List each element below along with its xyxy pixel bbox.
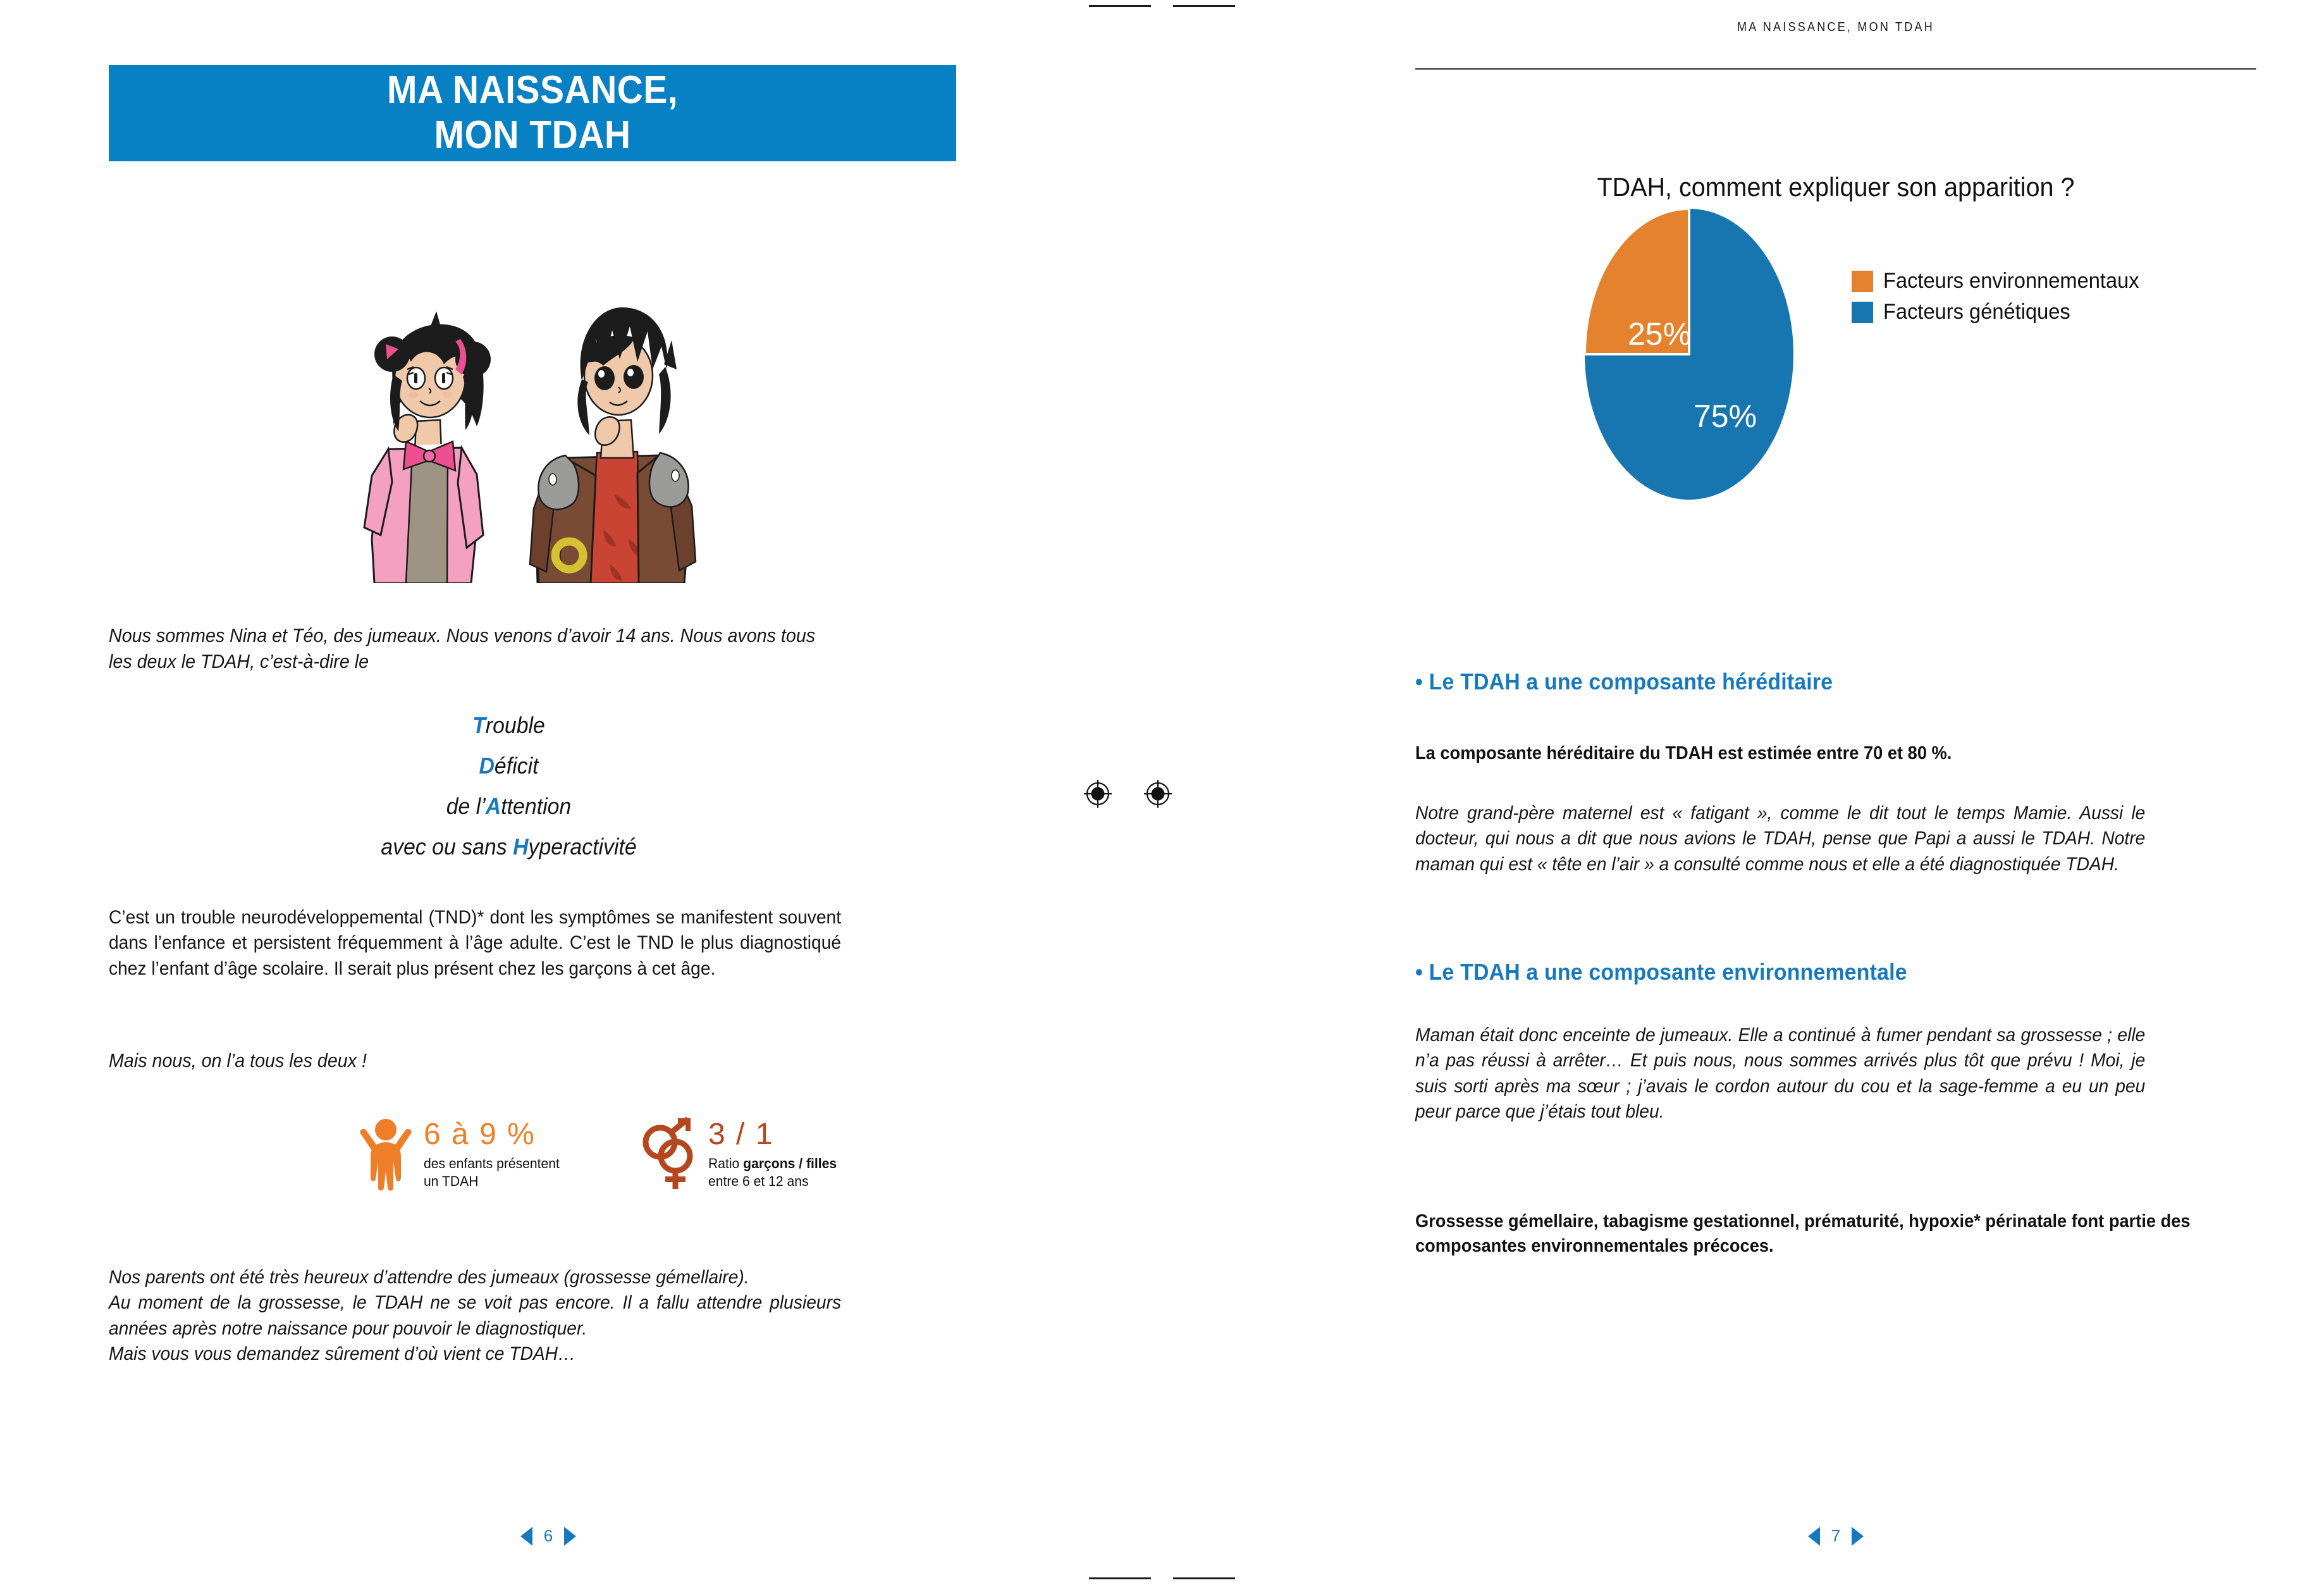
stat-sex-ratio-number: 3 / 1 [708,1118,774,1151]
definition-paragraph: C’est un trouble neurodéveloppemental (TND)* dont les symptômes se manifestent souvent dans l’enfance et persistent fréquemment à l’âge adulte. C’est le TND le plus diagnostiqué chez l’enfant d’âge scolaire. Il serait plus présent chez les garçons à cet âge. [109,907,842,979]
chapter-title-line-1: MA NAISSANCE, [386,68,679,113]
legend-label-genetiques: Facteurs génétiques [1883,300,2070,324]
stat-sex-ratio [641,1117,842,1192]
crop-mark-bottom-right [1173,1577,1235,1579]
stat-sex-ratio-desc-bold: garçons / filles [743,1156,837,1171]
prev-page-arrow-icon[interactable] [520,1527,532,1546]
stat-prevalence-desc-line1: des enfants présentent [424,1156,560,1171]
stat-prevalence [357,1117,565,1192]
acronym-prefix-a: de l’ [446,793,486,820]
statistics-row [357,1117,938,1243]
pie-label-75: 75% [1694,398,1757,434]
chart-title: TDAH, comment expliquer son apparition ? [1597,172,2075,202]
twins-illustration [317,286,760,583]
acronym-block [133,705,885,867]
page-nav-right [1415,1526,2256,1546]
prev-page-arrow-icon-right[interactable] [1808,1527,1820,1546]
next-page-arrow-icon-right[interactable] [1852,1527,1864,1546]
acronym-cap-a: A [485,793,501,820]
stat-sex-ratio-desc-line2: entre 6 et 12 ans [708,1173,809,1190]
acronym-row-deficit [133,746,885,786]
closing-paragraph-3: Mais vous vous demandez sûrement d’où vient ce TDAH… [109,1343,576,1365]
stat-prevalence-desc [424,1155,560,1190]
page-number-left: 6 [543,1526,553,1545]
right-page [1415,0,2256,1585]
pie-label-25: 25% [1628,316,1692,352]
child-figure-icon [357,1117,415,1192]
acronym-cap-h: H [513,834,529,860]
acronym-rest-h: yperactivité [528,834,637,860]
registration-mark-right [1143,779,1172,808]
stat-prevalence-number: 6 à 9 % [424,1118,536,1151]
crop-mark-top-right [1173,5,1235,7]
section-heading-hereditaire: • Le TDAH a une composante héréditaire [1415,669,1833,694]
acronym-row-trouble [133,705,885,746]
legend-row-genetiques [1852,300,2149,324]
closing-paragraphs [109,1265,841,1367]
stat-sex-ratio-body [708,1117,842,1190]
crop-mark-bottom-left [1089,1577,1151,1579]
gender-symbols-icon [641,1117,699,1192]
acronym-rest-t: rouble [485,712,545,738]
legend-swatch-orange [1852,271,1873,292]
header-rule [1415,68,2256,70]
chart-legend [1852,269,2149,331]
page-nav-left [109,1526,988,1546]
acronym-row-hyperactivite [133,827,885,867]
acronym-row-attention [133,786,885,827]
legend-row-environnementaux [1852,269,2149,293]
acronym-rest-a: ttention [501,793,572,820]
environnementale-bold-statement: Grossesse gémellaire, tabagisme gestationnel, prématurité, hypoxie* périnatale font partie des composantes environnementales précoces. [1415,1211,2191,1256]
environnementale-narrative: Maman était donc enceinte de jumeaux. Elle a continué à fumer pendant sa grossesse ; elle n’a pas réussi à arrêter… Et puis nous, nous sommes arrivés plus tôt que prévu ! Moi, je suis sorti après ma sœur ; j’avais le cordon autour du cou et la sage-femme a eu un peu peur parce que j’étais tout bleu. [1415,1025,2146,1123]
hereditaire-bold-statement: La composante héréditaire du TDAH est estimée entre 70 et 80 %. [1415,743,1952,763]
next-page-arrow-icon[interactable] [564,1527,576,1546]
closing-paragraph-1: Nos parents ont été très heureux d’attendre des jumeaux (grossesse gémellaire). [109,1267,749,1288]
acronym-prefix-h: avec ou sans [381,834,513,860]
acronym-rest-d: éficit [494,753,539,779]
character-nina [364,311,491,583]
page-number-right: 7 [1831,1526,1841,1545]
stat-sex-ratio-desc-prefix: Ratio [708,1156,744,1171]
running-header: MA NAISSANCE, MON TDAH [1737,20,1934,34]
left-page [109,0,988,1585]
character-teo [530,307,696,583]
pie-graphic [1585,209,1793,434]
registration-mark-left [1083,779,1112,808]
closing-paragraph-2: Au moment de la grossesse, le TDAH ne se voit pas encore. Il a fallu attendre plusieurs années après notre naissance pour pouvoir le diagnostiquer. [109,1292,842,1339]
chapter-title-line-2: MON TDAH [434,113,631,157]
acronym-cap-t: T [472,712,486,738]
hereditaire-narrative: Notre grand-père maternel est « fatigant », comme le dit tout le temps Mamie. Aussi le docteur, qui nous a dit que nous avions le TDAH, pense que Papi a aussi le TDAH. Notre maman qui est « tête en l’air » a consulté comme nous et elle a été diagnostiquée TDAH. [1415,803,2146,875]
acronym-cap-d: D [479,753,495,779]
stat-sex-ratio-desc [708,1155,837,1190]
stat-prevalence-desc-line2: un TDAH [424,1173,479,1190]
stat-prevalence-body [424,1117,565,1190]
crop-mark-top-left [1089,5,1151,7]
mais-nous-line: Mais nous, on l’a tous les deux ! [109,1050,367,1071]
intro-paragraph: Nous sommes Nina et Téo, des jumeaux. Nous venons d’avoir 14 ans. Nous avons tous les deux le TDAH, c’est-à-dire le [109,625,816,672]
pie-chart [1415,209,2256,434]
legend-swatch-blue [1852,302,1873,323]
section-heading-environnementale: • Le TDAH a une composante environnementale [1415,959,1907,985]
chapter-title-banner [109,65,956,161]
legend-label-environnementaux: Facteurs environnementaux [1883,269,2139,293]
